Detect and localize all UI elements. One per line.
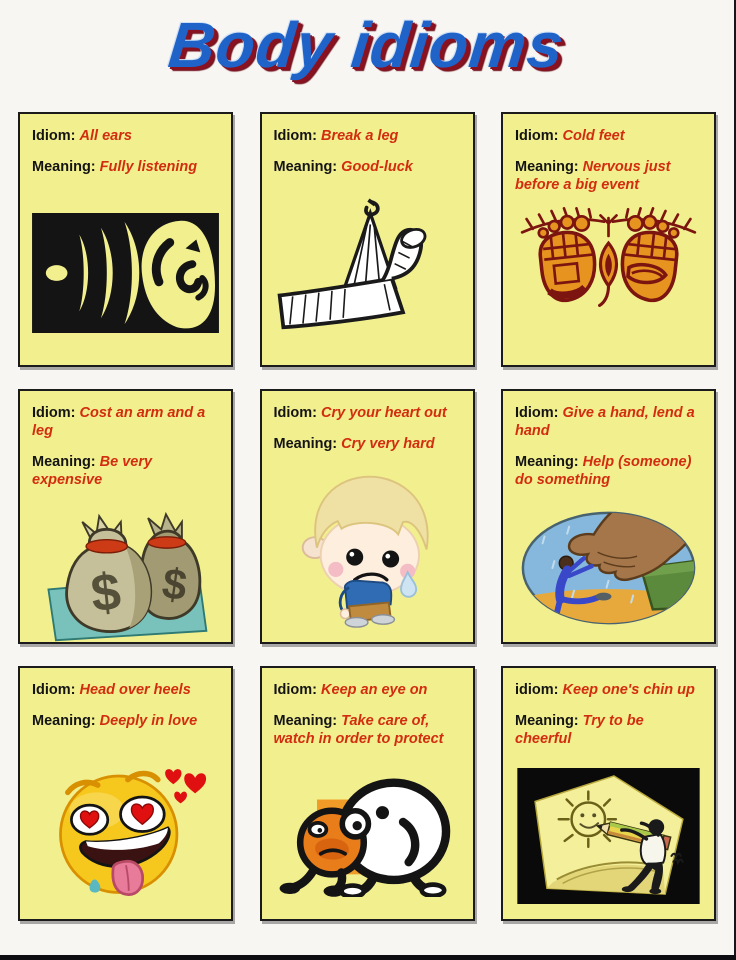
idiom-card-all-ears xyxy=(18,112,233,367)
meaning-label: Meaning: xyxy=(515,713,579,730)
meaning-label: Meaning: xyxy=(273,436,338,453)
bottom-border-rule xyxy=(0,955,736,960)
idiom-line xyxy=(32,681,219,699)
meaning-label: Meaning: xyxy=(273,713,338,730)
illustration-area xyxy=(274,189,461,357)
meaning-text: Cry very hard xyxy=(341,436,435,453)
idiom-card-give-a-hand xyxy=(501,389,716,644)
idiom-label: Idiom: xyxy=(32,682,76,698)
idiom-card-cold-feet xyxy=(501,112,716,367)
idiom-label: Idiom: xyxy=(273,128,317,144)
idiom-label: Idiom: xyxy=(273,405,317,421)
idiom-line xyxy=(515,681,702,699)
idiom-text: All ears xyxy=(79,128,132,144)
money-bags-icon xyxy=(39,503,213,644)
idiom-card-keep-an-eye-on xyxy=(260,666,475,921)
idiom-text: Keep an eye on xyxy=(321,682,428,698)
meaning-line xyxy=(274,712,461,748)
illustration-area xyxy=(274,761,461,911)
idiom-line xyxy=(515,127,702,145)
watching-eye-creatures-icon xyxy=(274,775,461,897)
idiom-card-grid xyxy=(18,112,716,921)
meaning-text: Be very expensive xyxy=(32,454,153,489)
meaning-line xyxy=(274,158,461,176)
meaning-text: Nervous just before a big event xyxy=(515,159,671,194)
idiom-card-cry-your-heart-out xyxy=(260,389,475,644)
love-heart-eyes-emoji-icon xyxy=(35,754,217,900)
meaning-line xyxy=(515,158,702,194)
svg-text:$: $ xyxy=(87,561,123,624)
meaning-line xyxy=(32,453,219,489)
poster-title: Body idioms xyxy=(165,9,569,81)
idiom-text: Head over heels xyxy=(79,682,191,698)
illustration-area xyxy=(515,207,702,357)
meaning-line xyxy=(32,158,219,176)
crying-boy-icon xyxy=(296,472,438,628)
idiom-label: Idiom: xyxy=(515,128,559,144)
meaning-line xyxy=(274,435,461,453)
idiom-label: Idiom: xyxy=(32,128,76,144)
idiom-text: Break a leg xyxy=(321,128,399,144)
illustration-area xyxy=(32,743,219,911)
idiom-card-keep-ones-chin-up xyxy=(501,666,716,921)
helping-hand-icon xyxy=(515,507,702,630)
illustration-area xyxy=(515,503,702,635)
meaning-text: Fully listening xyxy=(99,159,198,176)
illustration-area xyxy=(32,503,219,644)
poster-header xyxy=(0,0,734,100)
meaning-text: Try to be cheerful xyxy=(515,713,644,748)
meaning-line xyxy=(32,712,219,730)
meaning-label: Meaning: xyxy=(515,454,579,471)
meaning-text: Help (someone) do something xyxy=(515,454,692,489)
meaning-label: Meaning: xyxy=(515,159,579,176)
idiom-text: Cost an arm and a leg xyxy=(32,405,206,440)
idiom-label: Idiom: xyxy=(515,405,559,421)
illustration-area xyxy=(515,761,702,911)
idiom-card-head-over-heels xyxy=(18,666,233,921)
sun-drawing-pencil-icon xyxy=(517,768,700,904)
idiom-line xyxy=(32,404,219,440)
idiom-text: Cry your heart out xyxy=(321,405,447,421)
meaning-text: Good-luck xyxy=(341,159,413,176)
leg-in-cast-icon xyxy=(274,198,461,348)
meaning-label: Meaning: xyxy=(32,454,96,471)
idiom-label: Idiom: xyxy=(273,682,317,698)
meaning-text: Take care of, watch in order to protect xyxy=(273,713,444,748)
idiom-text: Keep one's chin up xyxy=(562,682,695,698)
meaning-line xyxy=(515,712,702,748)
idiom-label: idiom: xyxy=(515,682,559,698)
listening-ear-icon xyxy=(32,213,219,333)
illustration-area xyxy=(274,466,461,634)
meaning-line xyxy=(515,453,702,489)
idiom-line xyxy=(515,404,702,440)
idiom-text: Give a hand, lend a hand xyxy=(515,405,695,440)
idiom-line xyxy=(274,681,461,699)
illustration-area xyxy=(32,189,219,357)
meaning-label: Meaning: xyxy=(32,713,96,730)
idiom-card-cost-an-arm-and-a-leg xyxy=(18,389,233,644)
idiom-text: Cold feet xyxy=(562,128,625,144)
meaning-label: Meaning: xyxy=(32,159,96,176)
idiom-line xyxy=(274,404,461,422)
decorated-cold-feet-icon xyxy=(515,207,702,313)
idiom-label: Idiom: xyxy=(32,405,76,421)
idiom-line xyxy=(274,127,461,145)
idiom-card-break-a-leg xyxy=(260,112,475,367)
idiom-line xyxy=(32,127,219,145)
meaning-label: Meaning: xyxy=(273,159,338,176)
svg-text:$: $ xyxy=(158,559,190,610)
meaning-text: Deeply in love xyxy=(99,713,198,730)
